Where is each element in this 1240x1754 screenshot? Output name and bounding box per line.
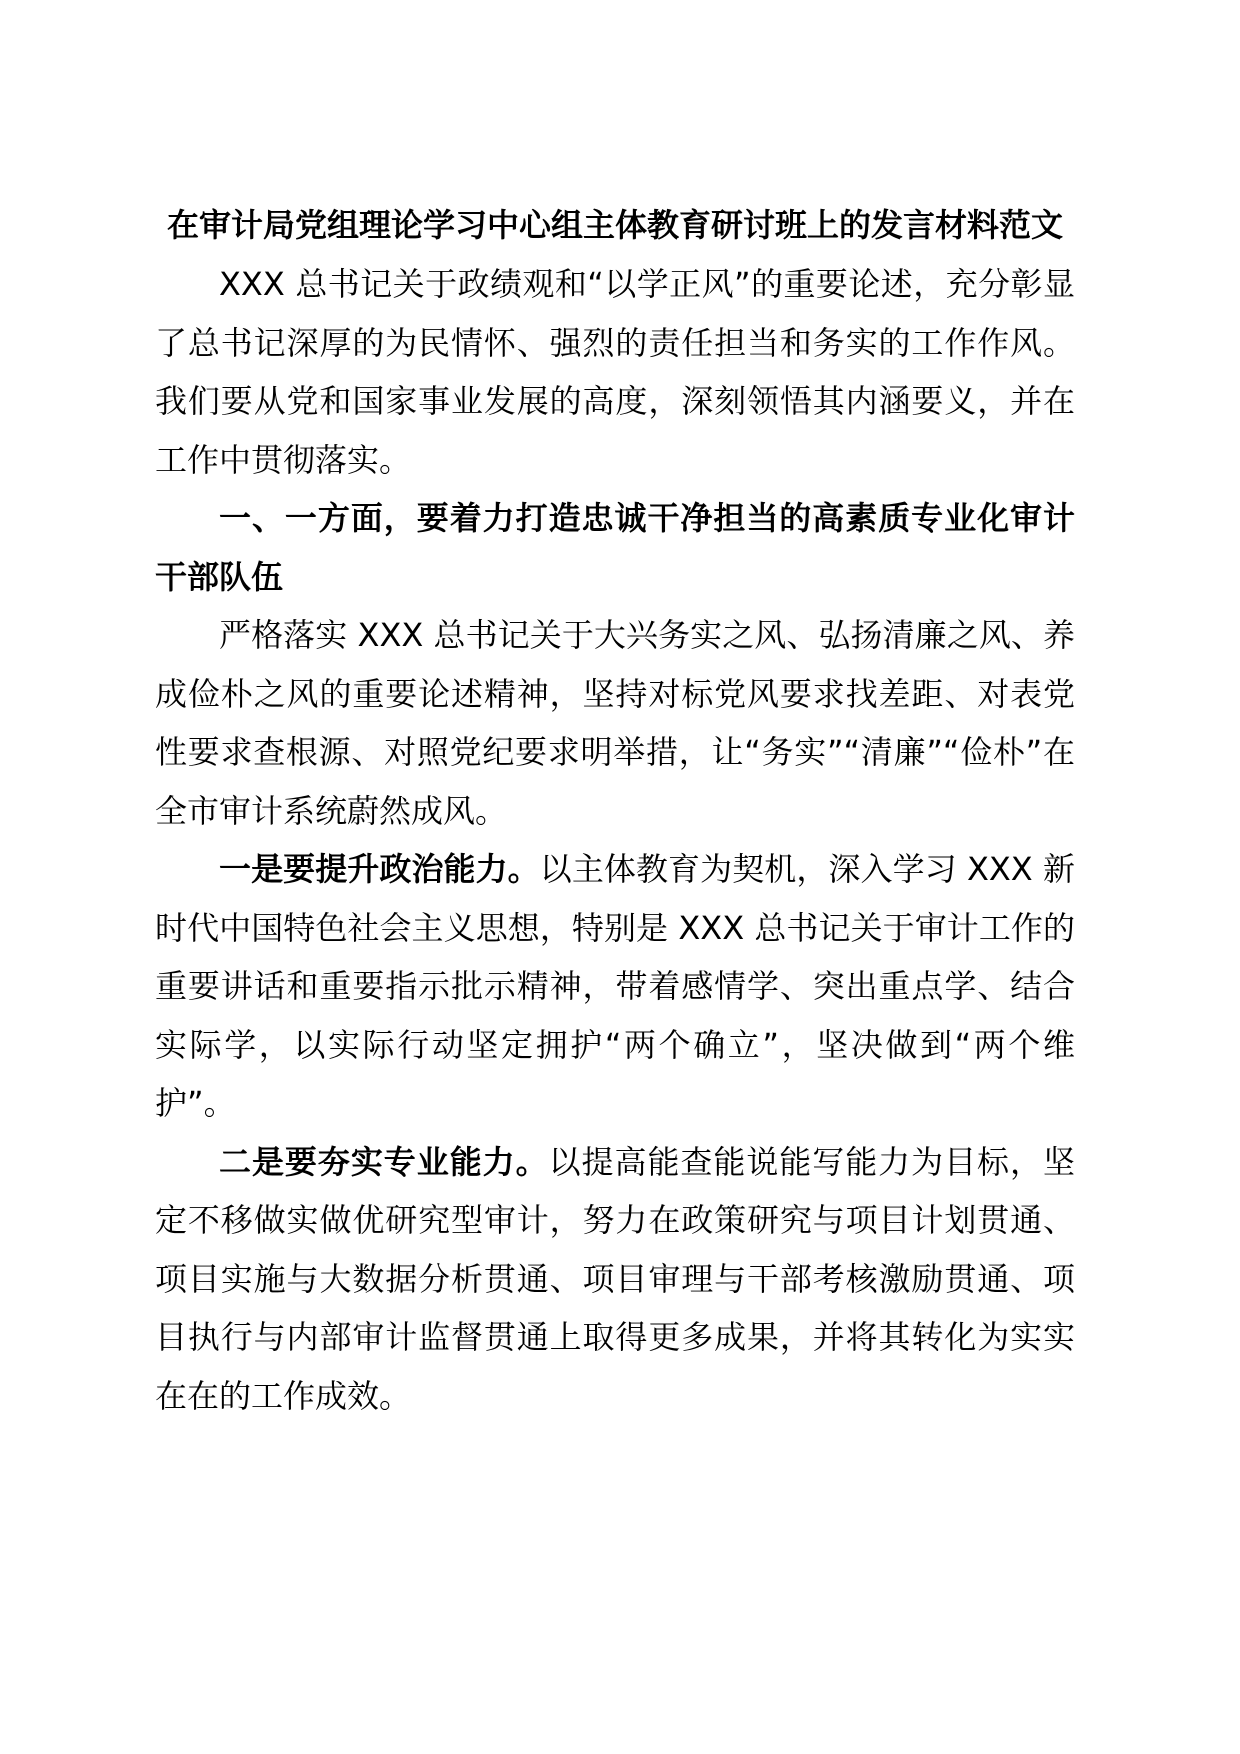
point-professional-ability [155,1133,1075,1426]
paragraph-text: 严格落实 XXX 总书记关于大兴务实之风、弘扬清廉之风、养成俭朴之风的重要论述精神，坚持对标党风要求找差距、对表党性要求查根源、对照党纪要求明举措，让“务实”“清廉”“俭朴”在全市审计系统蔚然成风。 [155,616,1075,830]
paragraph-text: 以提高能查能说能写能力为目标，坚定不移做实做优研究型审计，努力在政策研究与项目计划贯通、项目实施与大数据分析贯通、项目审理与干部考核激励贯通、项目执行与内部审计监督贯通上取得更多成果，并将其转化为实实在在的工作成效。 [155,1142,1075,1415]
paragraph-text: XXX 总书记关于政绩观和“以学正风”的重要论述，充分彰显了总书记深厚的为民情怀、强烈的责任担当和务实的工作作风。我们要从党和国家事业发展的高度，深刻领悟其内涵要义，并在工作中贯彻落实。 [155,265,1075,479]
point-lead: 一是要提升政治能力。 [219,850,540,888]
document-title: 在审计局党组理论学习中心组主体教育研讨班上的发言材料范文 [166,206,1063,244]
section-heading-1: 一、一方面，要着力打造忠诚干净担当的高素质专业化审计干部队伍 [155,499,1075,596]
document-page [155,195,1075,1425]
paragraph-text: 以主体教育为契机，深入学习 XXX 新时代中国特色社会主义思想，特别是 XXX 总书记关于审计工作的重要讲话和重要指示批示精神，带着感情学、突出重点学、结合实际学，以实际行动坚定拥护“两个确立”，坚决做到“两个维护”。 [155,850,1075,1122]
section-1-body [155,606,1075,840]
intro-paragraph [155,255,1075,489]
point-lead: 二是要夯实专业能力。 [219,1142,549,1181]
point-political-ability [155,840,1075,1133]
